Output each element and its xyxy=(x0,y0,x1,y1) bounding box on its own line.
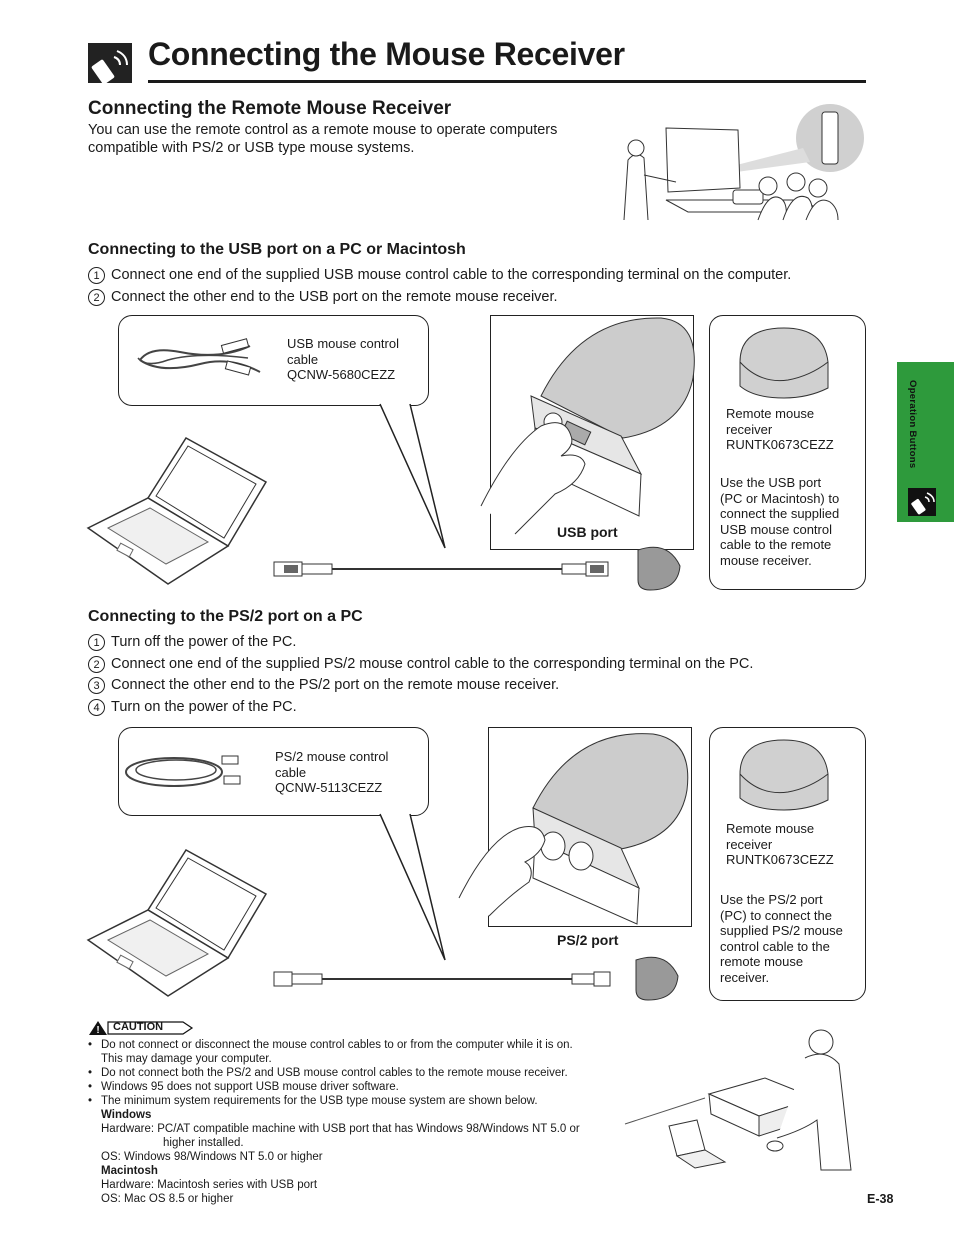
svg-text:!: ! xyxy=(96,1025,100,1036)
remote-control-icon xyxy=(908,488,936,516)
side-tab-label: Operation Buttons xyxy=(907,380,918,469)
side-tab xyxy=(897,362,954,522)
ps2-receiver-label: Remote mouse receiver RUNTK0673CEZZ xyxy=(726,821,834,867)
ps2-port-label: PS/2 port xyxy=(557,932,619,948)
intro-heading: Connecting the Remote Mouse Receiver xyxy=(88,98,452,119)
caution-item: • Do not connect or disconnect the mouse control cables to or from the computer while it is on. xyxy=(88,1038,648,1052)
caution-list: • Do not connect or disconnect the mouse control cables to or from the computer while it is on. This may damage your computer. • Do not connect both the PS/2 and USB mouse control cables to the remote mouse receiver. • Windows 95 does not support USB mouse driver software. • The minimum system requirements for the USB type mouse system are shown below. Windows Hardware: PC/AT compatible machine with USB port that has Windows 98/Windows NT 5.0 or higher installed. OS: Windows 98/Windows NT 5.0 or higher Macintosh Hardware: Macintosh series with USB port OS: Mac OS 8.5 or higher xyxy=(88,1038,648,1206)
ps2-cable-line xyxy=(272,962,672,1002)
ps2-note: Use the PS/2 port (PC) to connect the supplied PS/2 mouse control cable to the remote mouse receiver. xyxy=(720,892,843,985)
caution-item: • The minimum system requirements for the USB type mouse system are shown below. xyxy=(88,1094,648,1108)
ps2-step-2: 2 Connect one end of the supplied PS/2 mouse control cable to the corresponding terminal on the PC. xyxy=(88,655,753,673)
ps2-laptop-image xyxy=(88,850,268,1000)
ps2-receiver-small-image xyxy=(632,954,682,1002)
usb-step-2: 2 Connect the other end to the USB port on the remote mouse receiver. xyxy=(88,288,558,306)
page-title: Connecting the Mouse Receiver xyxy=(148,36,625,72)
caution-label: CAUTION xyxy=(113,1021,164,1033)
ps2-cable-label: PS/2 mouse control cable QCNW-5113CEZZ xyxy=(275,749,389,795)
ps2-step-3: 3 Connect the other end to the PS/2 port on the remote mouse receiver. xyxy=(88,676,559,694)
ps2-port-closeup xyxy=(488,727,692,927)
ps2-receiver-closeup-image xyxy=(489,728,691,926)
ps2-step-4: 4 Turn on the power of the PC. xyxy=(88,698,297,716)
usb-cable-label: USB mouse control cable QCNW-5680CEZZ xyxy=(287,336,399,382)
usb-port-label: USB port xyxy=(557,524,618,540)
user-with-projector-illustration xyxy=(625,1026,870,1176)
usb-heading: Connecting to the USB port on a PC or Macintosh xyxy=(88,241,466,258)
usb-step-1: 1 Connect one end of the supplied USB mouse control cable to the corresponding terminal on the computer. xyxy=(88,266,791,284)
ps2-heading: Connecting to the PS/2 port on a PC xyxy=(88,608,363,625)
page-number: E-38 xyxy=(867,1192,894,1206)
usb-receiver-label: Remote mouse receiver RUNTK0673CEZZ xyxy=(726,406,834,452)
remote-mouse-receiver-image xyxy=(736,734,832,812)
ps2-receiver-callout xyxy=(709,727,866,1001)
ps2-step-1: 1 Turn off the power of the PC. xyxy=(88,633,296,651)
intro-text: You can use the remote control as a remote mouse to operate computers compatible with PS/2 or USB type mouse systems. xyxy=(88,122,558,156)
usb-note: Use the USB port (PC or Macintosh) to connect the supplied USB mouse control cable to the remote mouse receiver. xyxy=(720,475,840,568)
caution-item: • Windows 95 does not support USB mouse driver software. xyxy=(88,1080,648,1094)
caution-item: • Do not connect both the PS/2 and USB mouse control cables to the remote mouse receiver. xyxy=(88,1066,648,1080)
